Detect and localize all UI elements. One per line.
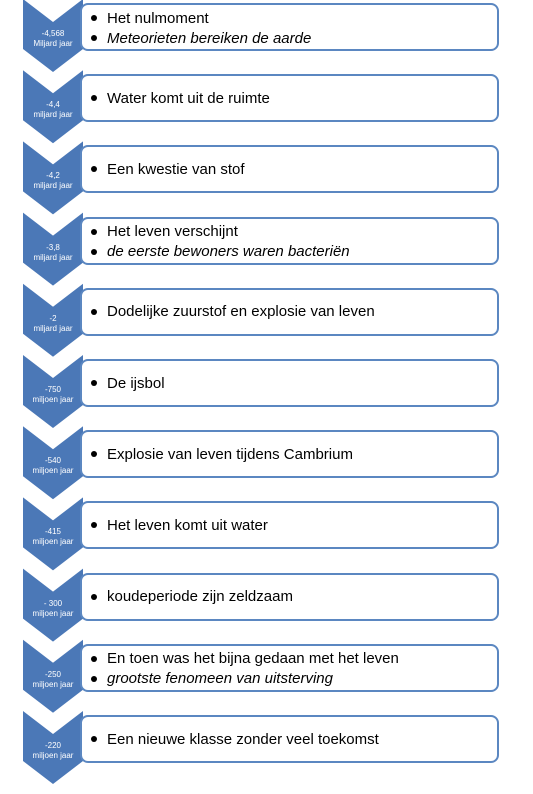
bullet-dot-icon	[91, 15, 97, 21]
event-text: Een nieuwe klasse zonder veel toekomst	[107, 730, 379, 748]
event-box	[80, 501, 499, 549]
bullet-dot-icon	[91, 594, 97, 600]
event-bullet	[89, 88, 489, 108]
time-label	[22, 599, 84, 619]
time-unit: miljard jaar	[33, 252, 73, 262]
time-value: -3,8	[46, 242, 60, 252]
event-box	[80, 715, 499, 763]
time-label	[22, 670, 84, 690]
event-bullet	[89, 649, 489, 669]
event-bullet	[89, 669, 489, 689]
event-bullet	[89, 222, 489, 242]
time-value: -540	[44, 456, 61, 466]
event-text: Explosie van leven tijdens Cambrium	[107, 445, 353, 463]
time-value: -4,568	[41, 29, 65, 38]
event-box	[80, 145, 499, 193]
event-bullet	[89, 242, 489, 262]
bullet-dot-icon	[91, 35, 97, 41]
bullet-dot-icon	[91, 229, 97, 235]
time-unit: miljoen jaar	[32, 466, 74, 476]
bullet-dot-icon	[91, 451, 97, 457]
event-bullet	[89, 159, 489, 179]
event-box	[80, 3, 499, 51]
bullet-dot-icon	[91, 736, 97, 742]
time-value: -250	[44, 669, 61, 679]
bullet-dot-icon	[91, 309, 97, 315]
time-value: -4,2	[46, 171, 60, 181]
time-unit: miljoen jaar	[32, 679, 74, 689]
time-unit: Miljard jaar	[33, 39, 73, 48]
bullet-dot-icon	[91, 656, 97, 662]
event-bullet	[89, 587, 489, 607]
bullet-dot-icon	[91, 676, 97, 682]
time-label	[22, 243, 84, 263]
time-value: -4,4	[46, 100, 60, 110]
time-label	[22, 100, 84, 120]
event-text: Het leven komt uit water	[107, 516, 268, 534]
event-box	[80, 644, 499, 692]
time-value: -220	[44, 741, 61, 750]
event-bullet	[89, 302, 489, 322]
event-text: grootste fenomeen van uitsterving	[107, 670, 333, 688]
event-text: En toen was het bijna gedaan met het leven	[107, 650, 399, 668]
event-text: De ijsbol	[107, 374, 165, 392]
time-label	[22, 29, 84, 49]
time-unit: miljoen jaar	[32, 751, 74, 760]
event-text: Het nulmoment	[107, 9, 209, 27]
event-text: Water komt uit de ruimte	[107, 89, 270, 107]
event-bullet	[89, 444, 489, 464]
event-bullet	[89, 729, 489, 749]
bullet-dot-icon	[91, 522, 97, 528]
time-unit: miljard jaar	[33, 181, 73, 191]
event-text: de eerste bewoners waren bacteriën	[107, 243, 350, 261]
event-box	[80, 359, 499, 407]
time-label	[22, 314, 84, 334]
event-text: Een kwestie van stof	[107, 160, 245, 178]
event-bullet	[89, 8, 489, 28]
time-unit: miljard jaar	[33, 110, 73, 120]
bullet-dot-icon	[91, 380, 97, 386]
event-box	[80, 430, 499, 478]
bullet-dot-icon	[91, 249, 97, 255]
time-label	[22, 385, 84, 405]
time-value: - 300	[43, 598, 63, 608]
event-box	[80, 217, 499, 265]
time-value: -415	[44, 527, 61, 537]
time-label	[22, 527, 84, 547]
time-unit: miljoen jaar	[32, 608, 74, 618]
time-unit: miljard jaar	[33, 323, 73, 333]
time-label	[22, 456, 84, 476]
time-value: -750	[44, 385, 61, 394]
time-unit: miljoen jaar	[32, 537, 74, 547]
event-bullet	[89, 515, 489, 535]
bullet-dot-icon	[91, 166, 97, 172]
time-unit: miljoen jaar	[32, 395, 74, 404]
event-text: Meteorieten bereiken de aarde	[107, 29, 312, 47]
event-box	[80, 288, 499, 336]
event-text: koudeperiode zijn zeldzaam	[107, 588, 293, 606]
event-text: Dodelijke zuurstof en explosie van leven	[107, 303, 375, 321]
time-label	[22, 171, 84, 191]
event-box	[80, 74, 499, 122]
event-bullet	[89, 28, 489, 48]
event-bullet	[89, 373, 489, 393]
event-box	[80, 573, 499, 621]
time-label	[22, 741, 84, 761]
event-text: Het leven verschijnt	[107, 223, 238, 241]
bullet-dot-icon	[91, 95, 97, 101]
time-value: -2	[49, 313, 57, 323]
